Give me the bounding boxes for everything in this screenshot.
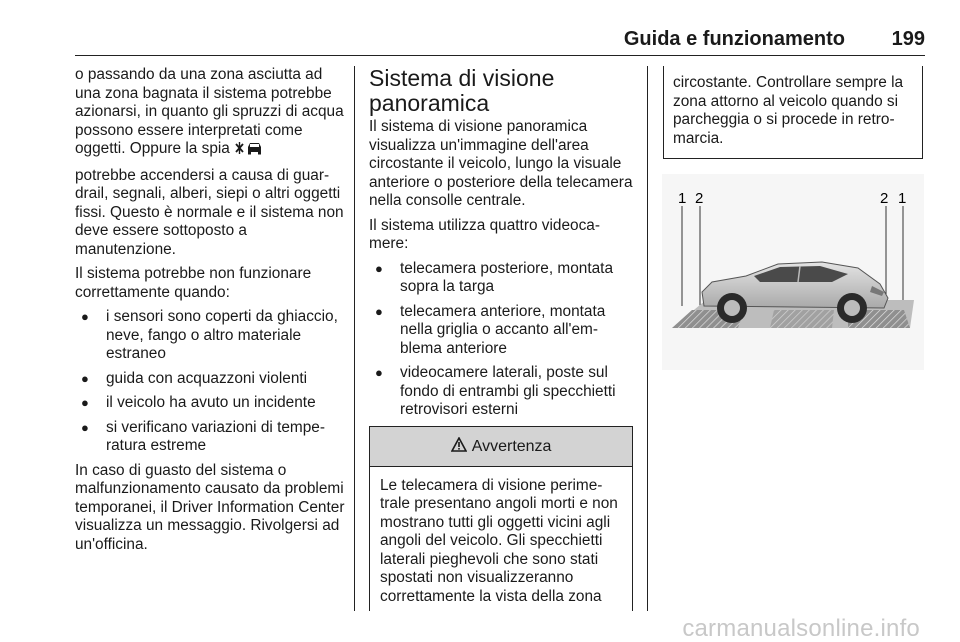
column-divider-2 <box>647 66 648 611</box>
header-title: Guida e funzionamento <box>623 28 845 50</box>
list-item: ● guida con acquazzoni violenti <box>81 369 308 387</box>
warning-continuation-box: circostante. Controllare sempre la zona attorno al veicolo quando si parcheggia o si procede in retromarcia. <box>663 66 923 159</box>
list-item: ● si verificano variazioni di temperatura estreme <box>81 418 325 454</box>
paragraph-cameras: Il sistema utilizza quattro videocamere: <box>369 216 600 252</box>
figure-label: 1 <box>678 190 687 207</box>
paragraph-intro: Il sistema di visione panoramica visualizza un'immagine dell'area circostante il veicolo, lungo la visuale anteriore o posteriore della telecamera nella consolle centrale. <box>369 118 633 209</box>
column-3 <box>663 66 923 159</box>
bullet-dot: ● <box>81 309 89 324</box>
column-divider-1 <box>354 66 355 611</box>
list-item: ● videocamere laterali, poste sul fondo di entrambi gli specchietti retrovisori esterni <box>375 364 616 418</box>
cameras-list <box>369 260 633 420</box>
paragraph-conditions: Il sistema potrebbe non funzionare correttamente quando: <box>75 265 312 301</box>
section-title: Sistema di visione panoramica <box>369 65 555 116</box>
page-header <box>75 28 925 54</box>
bullet-dot: ● <box>81 395 89 410</box>
page-number: 199 <box>891 28 925 50</box>
conditions-list <box>75 308 345 456</box>
watermark: carmanualsonline.info <box>682 615 920 642</box>
list-item: ● i sensori sono coperti da ghiaccio, neve, fango o altro materiale estraneo <box>81 308 338 362</box>
bullet-dot: ● <box>81 419 89 435</box>
figure-label: 1 <box>898 190 907 207</box>
bullet-dot: ● <box>375 303 383 319</box>
list-item: ● telecamera anteriore, montata nella griglia o accanto all'emblema anteriore <box>375 302 606 357</box>
bullet-dot: ● <box>375 260 383 276</box>
bullet-dot: ● <box>81 370 89 386</box>
paragraph-normal: potrebbe accendersi a causa di guardrail, segnali, alberi, siepi o altri oggetti fissi. Questo è normale e il sistema non deve essere sottoposto a manutenzione. <box>75 166 344 258</box>
warning-box <box>369 426 633 611</box>
surround-view-illustration <box>662 174 924 370</box>
warning-text: Le telecamera di visione perimetrale presentano angoli morti e non mostrano tutti gli oggetti vicini agli angoli del veicolo. Gli specchietti laterali pieghevoli che sono stati spostati non visualizzeranno correttamente la vista della zona <box>380 476 618 605</box>
column-2 <box>369 66 633 611</box>
figure-label: 2 <box>880 190 889 207</box>
figure-label: 2 <box>695 190 704 207</box>
paragraph-failure: In caso di guasto del sistema o malfunzionamento causato da problemi temporanei, il Driver Information Center visualizza un messaggio. Rivolgersi ad un'officina. <box>75 461 345 553</box>
bullet-dot: ● <box>375 365 383 380</box>
list-item: ● il veicolo ha avuto un incidente <box>81 394 316 411</box>
list-item: ● telecamera posteriore, montata sopra la targa <box>375 259 614 295</box>
column-1 <box>75 66 345 560</box>
vehicle-warning-icon <box>234 141 264 161</box>
warning-triangle-icon <box>451 438 471 455</box>
header-divider <box>75 55 925 56</box>
warning-heading: Avvertenza <box>370 427 632 467</box>
paragraph-spray: o passando da una zona asciutta ad una zona bagnata il sistema potrebbe azionarsi, in quanto gli spruzzi di acqua possono essere interpretati come oggetti. Oppure la spia <box>75 66 345 161</box>
